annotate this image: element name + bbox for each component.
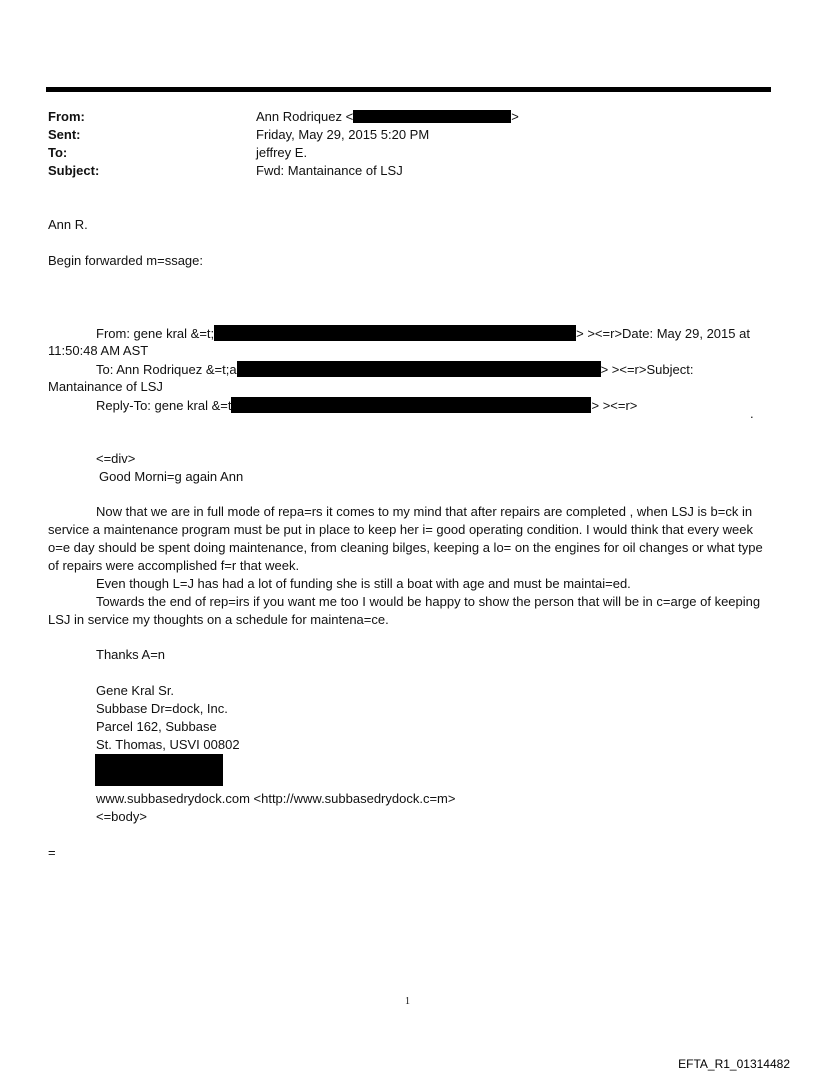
thanks: Thanks A=n xyxy=(96,647,166,662)
fwd-to-line xyxy=(96,361,693,377)
sent-value: Friday, May 29, 2015 5:20 PM xyxy=(256,127,430,142)
sig-address2: St. Thomas, USVI 00802 xyxy=(96,737,240,752)
paragraph-1-text: Now that we are in full mode of repa=rs it comes to my mind that after repairs are completed , when LSJ is b=ck in service a maintenance program must be put in place to keep her i= good operating condition. I would think that every week o=e day should be spent doing maintenance, from cleaning bilges, keeping a lo= on the engines for oil changes or what type of repairs were accomplished f=r that week. xyxy=(48,504,763,573)
paragraph-1 xyxy=(48,503,768,575)
sig-name: Gene Kral Sr. xyxy=(96,683,175,698)
from-name: Ann Rodriquez < xyxy=(256,109,354,124)
trailing-equals: = xyxy=(48,845,56,860)
from-suffix: > xyxy=(511,109,519,124)
sig-company: Subbase Dr=dock, Inc. xyxy=(96,701,228,716)
from-value xyxy=(256,109,519,124)
fwd-from-cont: 11:50:48 AM AST xyxy=(48,343,149,358)
document-id: EFTA_R1_01314482 xyxy=(678,1057,790,1071)
page-number: 1 xyxy=(405,996,410,1007)
paragraph-3-text: Towards the end of rep=irs if you want me too I would be happy to show the person that will be in c=arge of keeping LSJ in service my thoughts on a schedule for maintena=ce. xyxy=(48,594,761,627)
fwd-from-line xyxy=(96,325,750,341)
paragraph-3 xyxy=(48,593,768,629)
from-label: From: xyxy=(48,109,85,124)
forward-intro: Begin forwarded m=ssage: xyxy=(48,253,204,268)
body-tag: <=body> xyxy=(96,809,147,824)
redaction-bar xyxy=(95,754,223,786)
paragraph-2 xyxy=(48,575,768,593)
top-rule xyxy=(46,87,771,92)
stray-dot: . xyxy=(750,406,754,421)
fwd-reply-suffix: > ><=r> xyxy=(591,398,638,413)
paragraph-2-text: Even though L=J has had a lot of funding she is still a boat with age and must be maintai=ed. xyxy=(96,576,631,591)
redaction-bar xyxy=(214,325,576,341)
div-tag: <=div> xyxy=(96,451,136,466)
fwd-from-prefix: From: gene kral &=t; xyxy=(96,326,215,341)
sent-label: Sent: xyxy=(48,127,81,142)
fwd-from-suffix: > ><=r>Date: May 29, 2015 at xyxy=(576,326,750,341)
redaction-bar xyxy=(231,397,591,413)
fwd-to-cont: Mantainance of LSJ xyxy=(48,379,163,394)
signature-short: Ann R. xyxy=(48,217,88,232)
sig-address1: Parcel 162, Subbase xyxy=(96,719,217,734)
sig-website: www.subbasedrydock.com <http://www.subbasedrydock.c=m> xyxy=(96,791,456,806)
fwd-to-suffix: > ><=r>Subject: xyxy=(600,362,694,377)
fwd-to-prefix: To: Ann Rodriquez &=t;a xyxy=(96,362,237,377)
redaction-bar xyxy=(237,361,601,377)
to-value: jeffrey E. xyxy=(256,145,308,160)
fwd-reply-line xyxy=(96,397,637,413)
fwd-reply-prefix: Reply-To: gene kral &=t xyxy=(96,398,232,413)
subject-label: Subject: xyxy=(48,163,100,178)
subject-value: Fwd: Mantainance of LSJ xyxy=(256,163,403,178)
to-label: To: xyxy=(48,145,68,160)
greeting: Good Morni=g again Ann xyxy=(99,469,244,484)
redaction-bar xyxy=(353,110,511,123)
